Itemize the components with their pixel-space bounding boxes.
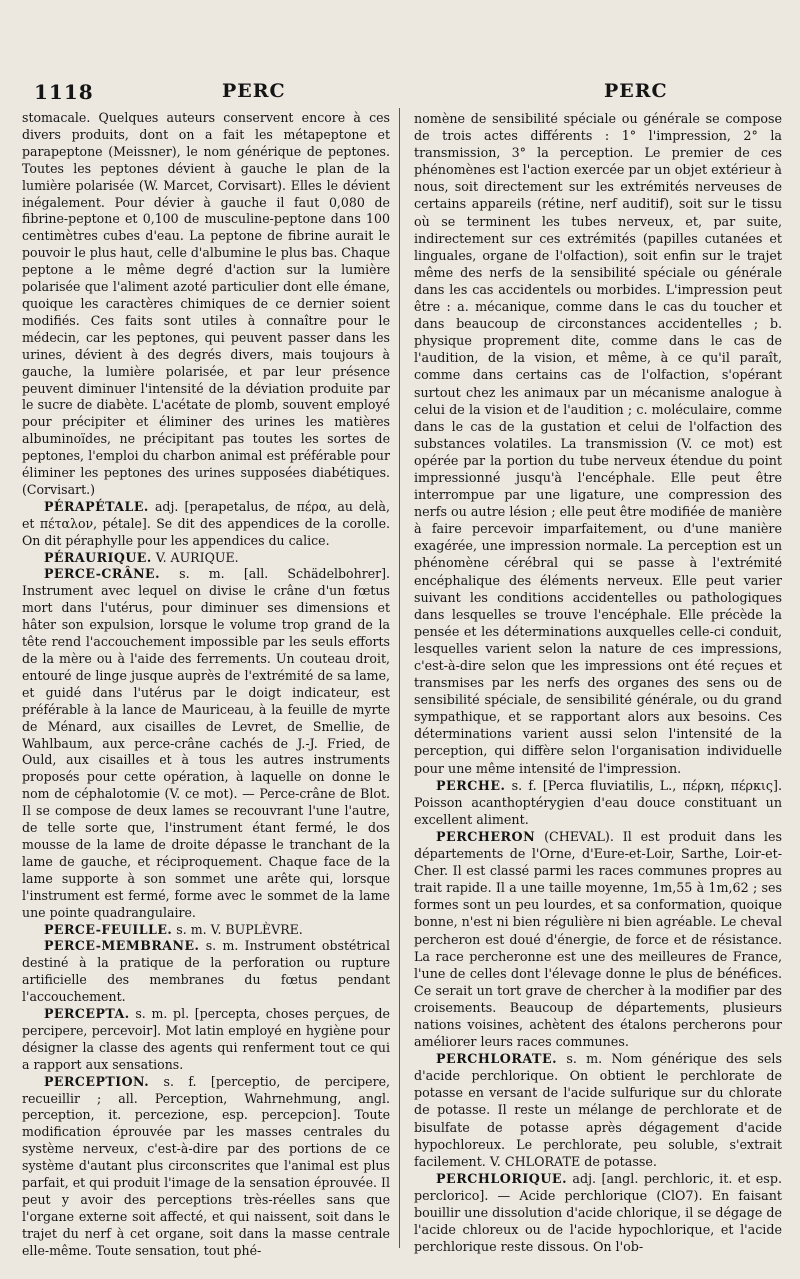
entry-definition: (CHEVAL). Il est produit dans les départements de l'Orne, d'Eure-et-Loir, Sarthe, Loir-et-Cher. Il est classé parmi les races communes propres au trait rapide. Il a une taille moyenne, 1m,55 à 1m,62 ; ses formes sont un peu lourdes, et sa conformation, quoique bonne, n'est ni bien régulière ni bien agréable. Le cheval percheron est doué d'énergie, de force et de résistance. La race percheronne est une des meilleures de France, l'une de celles dont l'élevage donne le plus de bénéfices. Ce serait un tort grave de chercher à la modifier par des croisements. Beaucoup de départements, plusieurs nations voisines, achètent des étalons percherons pour améliorer leurs races communes. bbox=[414, 828, 783, 1050]
entry-headword: PERCHLORIQUE. bbox=[436, 1170, 567, 1186]
dictionary-entry bbox=[414, 828, 782, 1050]
continued-text: nomène de sensibilité spéciale ou générale se compose de trois actes différents : 1° l'impression, 2° la transmission, 3° la perception. Le premier de ces phénomènes est l'action exercée par un objet extérieur à nous, soit directement sur les extrémités nerveuses de certains appareils (rétine, nerf auditif), soit sur le tissu où se terminent les tubes nerveux, et, par suite, indirectement sur ces extrémités (papilles cutanées et linguales, organe de l'olfaction), soit enfin sur le trajet même des nerfs de la sensibilité spéciale ou générale dans les cas accidentels ou morbides. L'impression peut être : a. mécanique, comme dans le cas du toucher et dans beaucoup de circonstances accidentelles ; b. physique proprement dite, comme dans le cas de l'audition, de la vision, et même, à ce qu'il paraît, comme dans certains cas de l'olfaction, s'opérant surtout chez les animaux par un mécanisme analogue à celui de la vision et de l'audition ; c. moléculaire, comme dans le cas de la gustation et celui de l'olfaction des substances volatiles. La transmission (V. ce mot) est opérée par la portion du tube nerveux étendue du point impressionné jusqu'à l'encéphale. Elle peut être interrompue par une ligature, une compression des nerfs ou autre lésion ; elle peut être modifiée de manière à faire percevoir imparfaitement, ou d'une manière exagérée, une impression normale. La perception est un phénomène cérébral qui se passe à l'extrémité encéphalique des éléments nerveux. Elle peut varier suivant les conditions accidentelles ou pathologiques dans lesquelles se trouve l'encéphale. Elle précède la pensée et les déterminations auxquelles celle-ci conduit, lesquelles varient selon la nature de ces impressions, c'est-à-dire selon que les impressions ont été reçues et transmises par les nerfs des organes des sens ou de sensibilité spéciale, de sensibilité générale, ou du grand sympathique, et se rapportant alors aux besoins. Ces déterminations varient aussi selon l'intensité de la perception, qui diffère selon l'organisation individuelle pour une même intensité de l'impression. bbox=[414, 111, 782, 776]
entry-definition: adj. [perapetalus, de πέρα, au delà, et πέταλον, pétale]. Se dit des appendices de la corolle. On dit péraphylle pour les appendices du calice. bbox=[22, 498, 390, 548]
entry-definition: s. m. Nom générique des sels d'acide perchlorique. On obtient le perchlorate de potasse en versant de l'acide sulfurique sur du chlorate de potasse. Il reste un mélange de perchlorate et de bisulfate de potasse après dégagement d'acide hypochloreux. Le perchlorate, peu soluble, s'extrait facilement. V. CHLORATE de potasse. bbox=[414, 1051, 782, 1169]
entry-headword: PERCE-CRÂNE. bbox=[44, 566, 160, 582]
entry-headword: PERCHLORATE. bbox=[436, 1051, 558, 1067]
page-number: 1118 bbox=[34, 80, 94, 104]
entry-headword: PERCHERON bbox=[436, 828, 536, 844]
continued-text: stomacale. Quelques auteurs conservent encore à ces divers produits, dont on a fait les métapeptone et parapeptone (Meissner), le nom générique de peptones. Toutes les peptones dévient à gauche le plan de la lumière polarisée (W. Marcet, Corvisart). Elles le dévient inégalement. Pour dévier à gauche il faut 0,080 de fibrine-peptone et 0,100 de musculine-peptone dans 100 centimètres cubes d'eau. La peptone de fibrine aurait le pouvoir le plus haut, celle d'albumine le plus bas. Chaque peptone a le même degré d'action sur la lumière polarisée que l'aliment azoté particulier dont elle émane, quoique les caractères chimiques de ce dernier soient modifiés. Ces faits sont utiles à connaître pour le médecin, car les peptones, qui peuvent passer dans les urines, dévient à des degrés divers, mais toujours à gauche, la lumière polarisée, et par leur présence peuvent diminuer l'intensité de la déviation produite par le sucre de diabète. L'acétate de plomb, souvent employé pour précipiter et éliminer des urines les matières albuminoïdes, ne précipitant pas toutes les sortes de peptones, l'emploi du charbon animal est préférable pour éliminer les peptones des urines supposées diabétiques. (Corvisart.) bbox=[22, 110, 390, 497]
dictionary-entry bbox=[22, 566, 390, 921]
entry-headword: PERCEPTION. bbox=[44, 1073, 150, 1089]
column-divider bbox=[399, 108, 400, 1248]
right-column bbox=[414, 110, 782, 1255]
entry-definition: s. m. pl. [percepta, choses perçues, de percipere, percevoir]. Mot latin employé en hygiène pour désigner la classe des agents qui renferment tout ce qui a rapport aux sensations. bbox=[22, 1006, 390, 1072]
dictionary-entry bbox=[22, 550, 390, 567]
entry-definition: s. f. [perceptio, de percipere, recueillir ; all. Perception, Wahrnehmung, angl. perception, it. percezione, esp. percepcion]. Toute modification éprouvée par les masses centrales du système nerveux, c'est-à-dire par des portions de ce système d'autant plus circonscrites que l'animal est plus parfait, et qui produit l'image de la sensation éprouvée. Il peut y avoir des perceptions très-réelles sans que l'organe externe soit affecté, et qui naissent, soit dans le trajet du nerf à cet organe, soit dans la masse centrale elle-même. Toute sensation, tout phé- bbox=[22, 1073, 390, 1258]
dictionary-entry bbox=[22, 499, 390, 550]
entry-headword: PÉRAURIQUE. bbox=[44, 549, 152, 565]
entry-headword: PERCE-FEUILLE. bbox=[44, 921, 173, 937]
entry-definition: s. f. [Perca fluviatilis, L., πέρκη, πέρκις]. Poisson acanthoptérygien d'eau douce constituant un excellent aliment. bbox=[414, 777, 782, 827]
right-running-headword: PERC bbox=[604, 80, 668, 102]
dictionary-entry bbox=[414, 777, 782, 828]
dictionary-entry bbox=[22, 1006, 390, 1074]
left-running-headword: PERC bbox=[222, 80, 286, 102]
dictionary-entry bbox=[414, 1050, 782, 1170]
running-header bbox=[30, 80, 772, 108]
left-column bbox=[22, 110, 390, 1260]
entry-headword: PERCHE. bbox=[436, 777, 506, 793]
dictionary-entry bbox=[22, 1074, 390, 1260]
entry-definition: adj. [angl. perchloric, it. et esp. perclorico]. — Acide perchlorique (ClO7). En faisant bouillir une dissolution d'acide chlorique, il se dégage de l'acide chloreux ou de l'acide hypochlorique, et l'acide perchlorique reste dissous. On l'ob- bbox=[414, 1170, 782, 1255]
entry-headword: PÉRAPÉTALE. bbox=[44, 498, 149, 514]
dictionary-entry bbox=[22, 938, 390, 1006]
entry-definition: V. AURIQUE. bbox=[155, 549, 239, 565]
entry-definition: s. m. Instrument obstétrical destiné à la pratique de la perforation ou rupture artificielle des membranes du fœtus pendant l'accouchement. bbox=[22, 938, 390, 1005]
entry-definition: s. m. V. BUPLÈVRE. bbox=[176, 921, 303, 937]
dictionary-entry bbox=[414, 1170, 782, 1255]
entry-definition: s. m. [all. Schädelbohrer]. Instrument avec lequel on divise le crâne d'un fœtus mort dans l'utérus, pour diminuer ses dimensions et hâter son expulsion, lorsque le volume trop grand de la tête rend l'accouchement impossible par les seuls efforts de la mère ou à l'aide des ferrements. Un couteau droit, entouré de linge jusque auprès de l'extrémité de sa lame, et guidé dans l'utérus par le doigt indicateur, est préférable à la lance de Mauriceau, à la feuille de myrte de Ménard, aux cisailles de Levret, de Smellie, de Wahlbaum, aux perce-crâne cachés de J.-J. Fried, de Ould, aux cisailles et à tous les autres instruments proposés pour cette opération, à laquelle on donne le nom de céphalotomie (V. ce mot). — Perce-crâne de Blot. Il se compose de deux lames se recouvrant l'une l'autre, de telle sorte que, l'instrument étant fermé, le dos mousse de la lame de droite dépasse le tranchant de la lame de gauche, et réciproquement. Chaque face de la lame supporte à son sommet une arête qui, lorsque l'instrument est fermé, forme avec le sommet de la lame une pointe quadrangulaire. bbox=[22, 566, 390, 920]
entry-headword: PERCE-MEMBRANE. bbox=[44, 938, 200, 954]
entry-headword: PERCEPTA. bbox=[44, 1006, 130, 1022]
dictionary-entry bbox=[22, 922, 390, 939]
